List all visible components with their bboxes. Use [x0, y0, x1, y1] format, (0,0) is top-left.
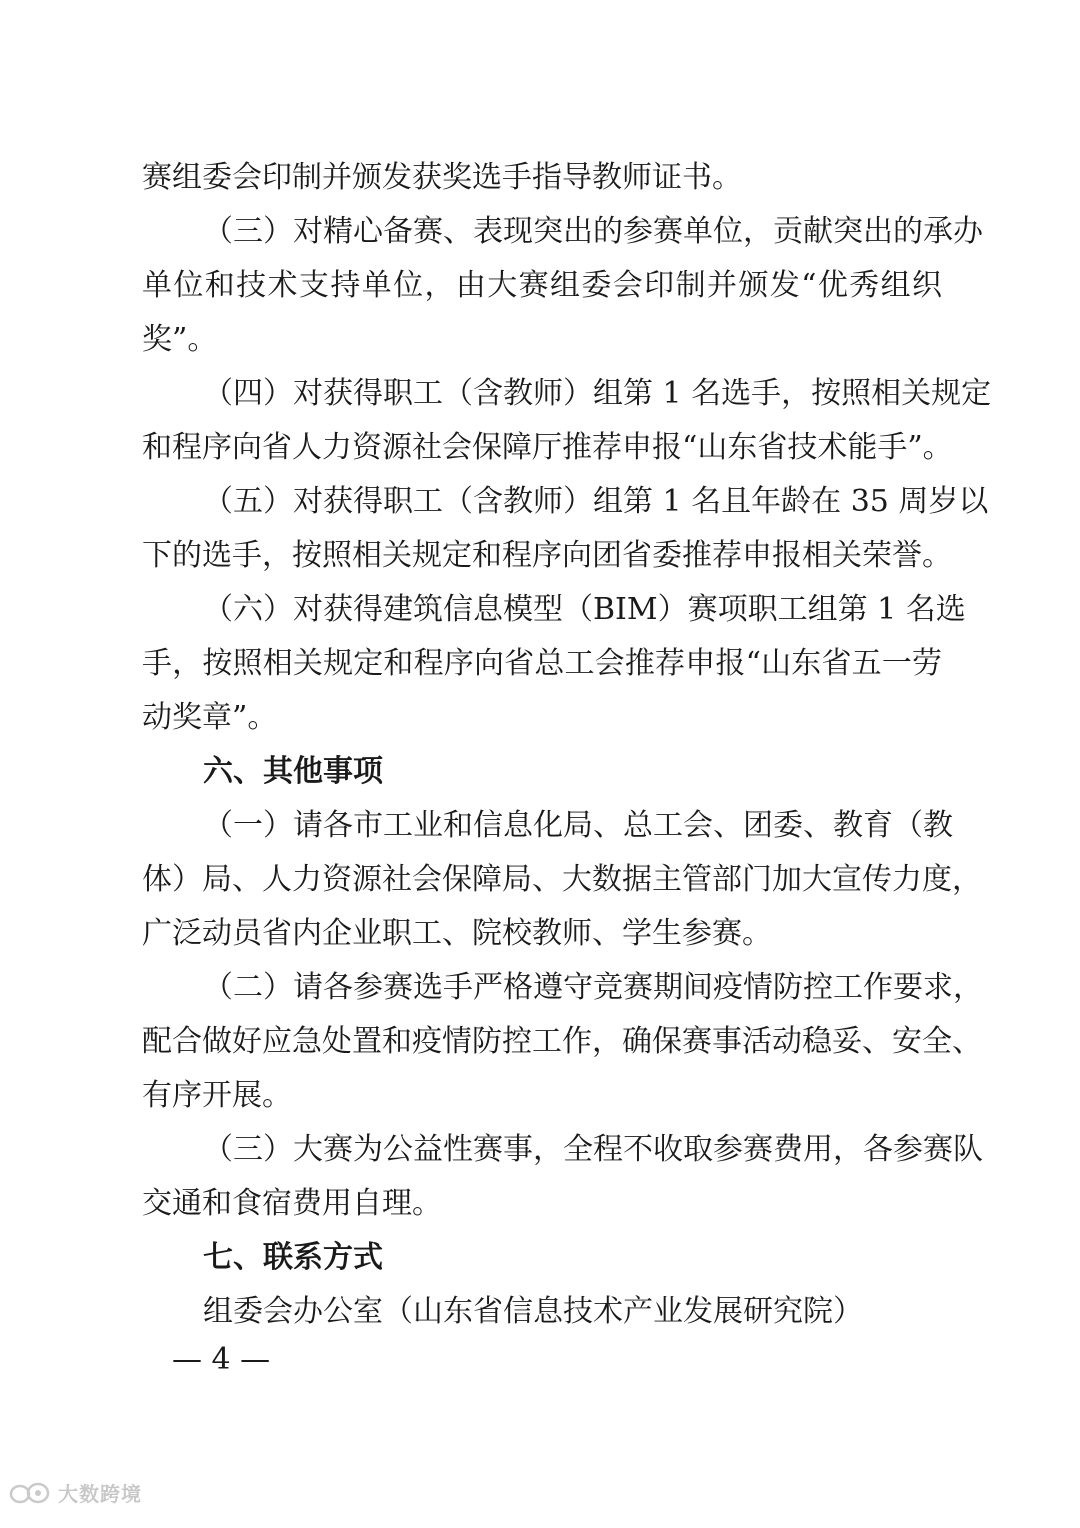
body-line: 有序开展。 — [142, 1078, 292, 1113]
watermark-text: 大数跨境 — [58, 1482, 142, 1506]
body-line: （二）请各参赛选手严格遵守竞赛期间疫情防控工作要求， — [203, 970, 983, 1005]
body-line: （一）请各市工业和信息化局、总工会、团委、教育（教 — [203, 808, 953, 843]
body-line: 广泛动员省内企业职工、院校教师、学生参赛。 — [142, 916, 772, 951]
body-line: 体）局、人力资源社会保障局、大数据主管部门加大宣传力度， — [142, 862, 982, 897]
body-line: 配合做好应急处置和疫情防控工作，确保赛事活动稳妥、安全、 — [142, 1024, 982, 1059]
body-line: 单位和技术支持单位，由大赛组委会印制并颁发“优秀组织 — [142, 268, 942, 303]
body-line: 奖”。 — [142, 322, 218, 357]
body-line: 和程序向省人力资源社会保障厅推荐申报“山东省技术能手”。 — [142, 430, 953, 465]
body-line: 组委会办公室（山东省信息技术产业发展研究院） — [203, 1294, 863, 1329]
body-line: （五）对获得职工（含教师）组第 1 名且年龄在 35 周岁以 — [203, 484, 989, 519]
watermark-logo-icon — [8, 1480, 52, 1506]
body-line: （三）对精心备赛、表现突出的参赛单位，贡献突出的承办 — [203, 214, 983, 249]
watermark — [8, 1478, 142, 1507]
body-line: 赛组委会印制并颁发获奖选手指导教师证书。 — [142, 160, 742, 195]
body-line: 手，按照相关规定和程序向省总工会推荐申报“山东省五一劳 — [142, 646, 942, 681]
section-heading: 六、其他事项 — [203, 754, 383, 789]
body-line: 下的选手，按照相关规定和程序向团省委推荐申报相关荣誉。 — [142, 538, 952, 573]
body-line: 动奖章”。 — [142, 700, 278, 735]
body-line: （六）对获得建筑信息模型（BIM）赛项职工组第 1 名选 — [203, 592, 966, 627]
body-line: （四）对获得职工（含教师）组第 1 名选手，按照相关规定 — [203, 376, 992, 411]
body-line: （三）大赛为公益性赛事，全程不收取参赛费用，各参赛队 — [203, 1132, 983, 1167]
page-number: — 4 — — [172, 1342, 271, 1377]
body-line: 交通和食宿费用自理。 — [142, 1186, 442, 1221]
section-heading: 七、联系方式 — [203, 1240, 383, 1275]
